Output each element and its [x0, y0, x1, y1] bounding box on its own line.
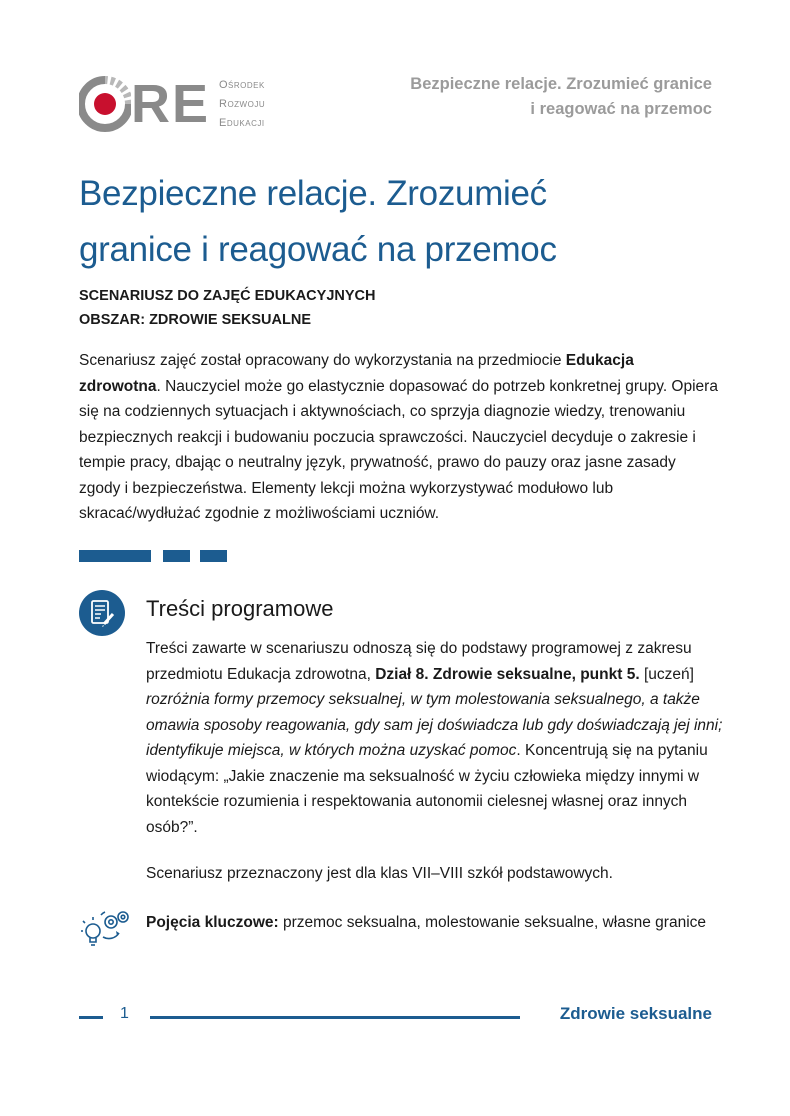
divider-bar — [79, 550, 151, 562]
intro-subject: Edukacja zdrowotna — [79, 352, 634, 395]
running-header-line: Bezpieczne relacje. Zrozumieć granice — [410, 75, 712, 93]
page-number: 1 — [120, 1005, 129, 1022]
logo-subtitle-line: Edukacji — [219, 117, 265, 129]
logo-subtitle-line: Ośrodek — [219, 79, 265, 91]
section-text: . Koncentrują się na pytaniu wiodącym: „Jakie znaczenie ma seksualność w życiu człowieka między innymi w kontekście rozumienia i respektowania autonomii cielesnej własnej oraz innych osób?”. — [146, 742, 708, 836]
page-title — [79, 166, 719, 278]
subtitle-line: SCENARIUSZ DO ZAJĘĆ EDUKACYJNYCH — [79, 288, 376, 304]
document-subtitle — [79, 284, 375, 332]
section-title: Treści programowe — [146, 596, 334, 621]
running-header-line: i reagować na przemoc — [530, 100, 712, 118]
intro-text: . Nauczyciel może go elastycznie dopasować do potrzeb konkretnej grupy. Opiera się na codziennych sytuacjach i aktywnościach, co sprzyja diagnozie wiedzy, trenowaniu bezpiecznych reakcji i budowaniu poczucia sprawczości. Nauczyciel decyduje o zakresie i tempie pracy, dbając o neutralny język, prywatność, prawo do pauzy oraz jasne zasady zgody i bezpieczeństwa. Elementy lekcji można wykorzystywać modułowo lub skracać/wydłużać zgodnie z możliwościami uczniów. — [79, 377, 718, 522]
page-title-line: granice i reagować na przemoc — [79, 230, 557, 269]
logo-letters: RE — [131, 74, 211, 134]
divider-bar — [200, 550, 227, 562]
target-classes: Scenariusz przeznaczony jest dla klas VII–VIII szkół podstawowych. — [146, 865, 613, 882]
section-text: [uczeń] — [639, 665, 694, 683]
ore-logo — [79, 70, 279, 138]
key-concepts — [146, 910, 726, 936]
subtitle-line: OBSZAR: ZDROWIE SEKSUALNE — [79, 312, 311, 328]
section-quote: rozróżnia formy przemocy seksualnej, w tym molestowania seksualnego, a także omawia sposoby reagowania, gdy sam jej doświadcza lub gdy doświadczają jej inni; identyfikuje miejsca, w których można uzyskać pomoc — [146, 691, 723, 759]
footer-rule — [150, 1016, 520, 1019]
logo-subtitle-line: Rozwoju — [219, 98, 266, 110]
logo-mark-icon — [79, 70, 131, 138]
footer-label: Zdrowie seksualne — [559, 1004, 712, 1023]
key-concepts-text: przemoc seksualna, molestowanie seksualne, własne granice — [278, 914, 707, 931]
footer-rule — [79, 1016, 103, 1019]
lightbulb-gears-icon — [79, 907, 131, 949]
document-pen-icon — [79, 590, 125, 636]
section-body — [146, 636, 726, 840]
page-title-line: Bezpieczne relacje. Zrozumieć — [79, 174, 547, 213]
section-text: Treści zawarte w scenariuszu odnoszą się do podstawy programowej z zakresu przedmiotu Edukacja zdrowotna, — [146, 640, 692, 683]
key-concepts-label: Pojęcia kluczowe: — [146, 914, 279, 931]
running-header — [372, 72, 712, 122]
logo-subtitle — [219, 76, 265, 133]
divider-bar — [163, 550, 190, 562]
intro-text: Scenariusz zajęć został opracowany do wykorzystania na przedmiocie — [79, 352, 566, 369]
section-reference: Dział 8. Zdrowie seksualne, punkt 5. — [375, 665, 640, 683]
intro-paragraph — [79, 348, 719, 527]
